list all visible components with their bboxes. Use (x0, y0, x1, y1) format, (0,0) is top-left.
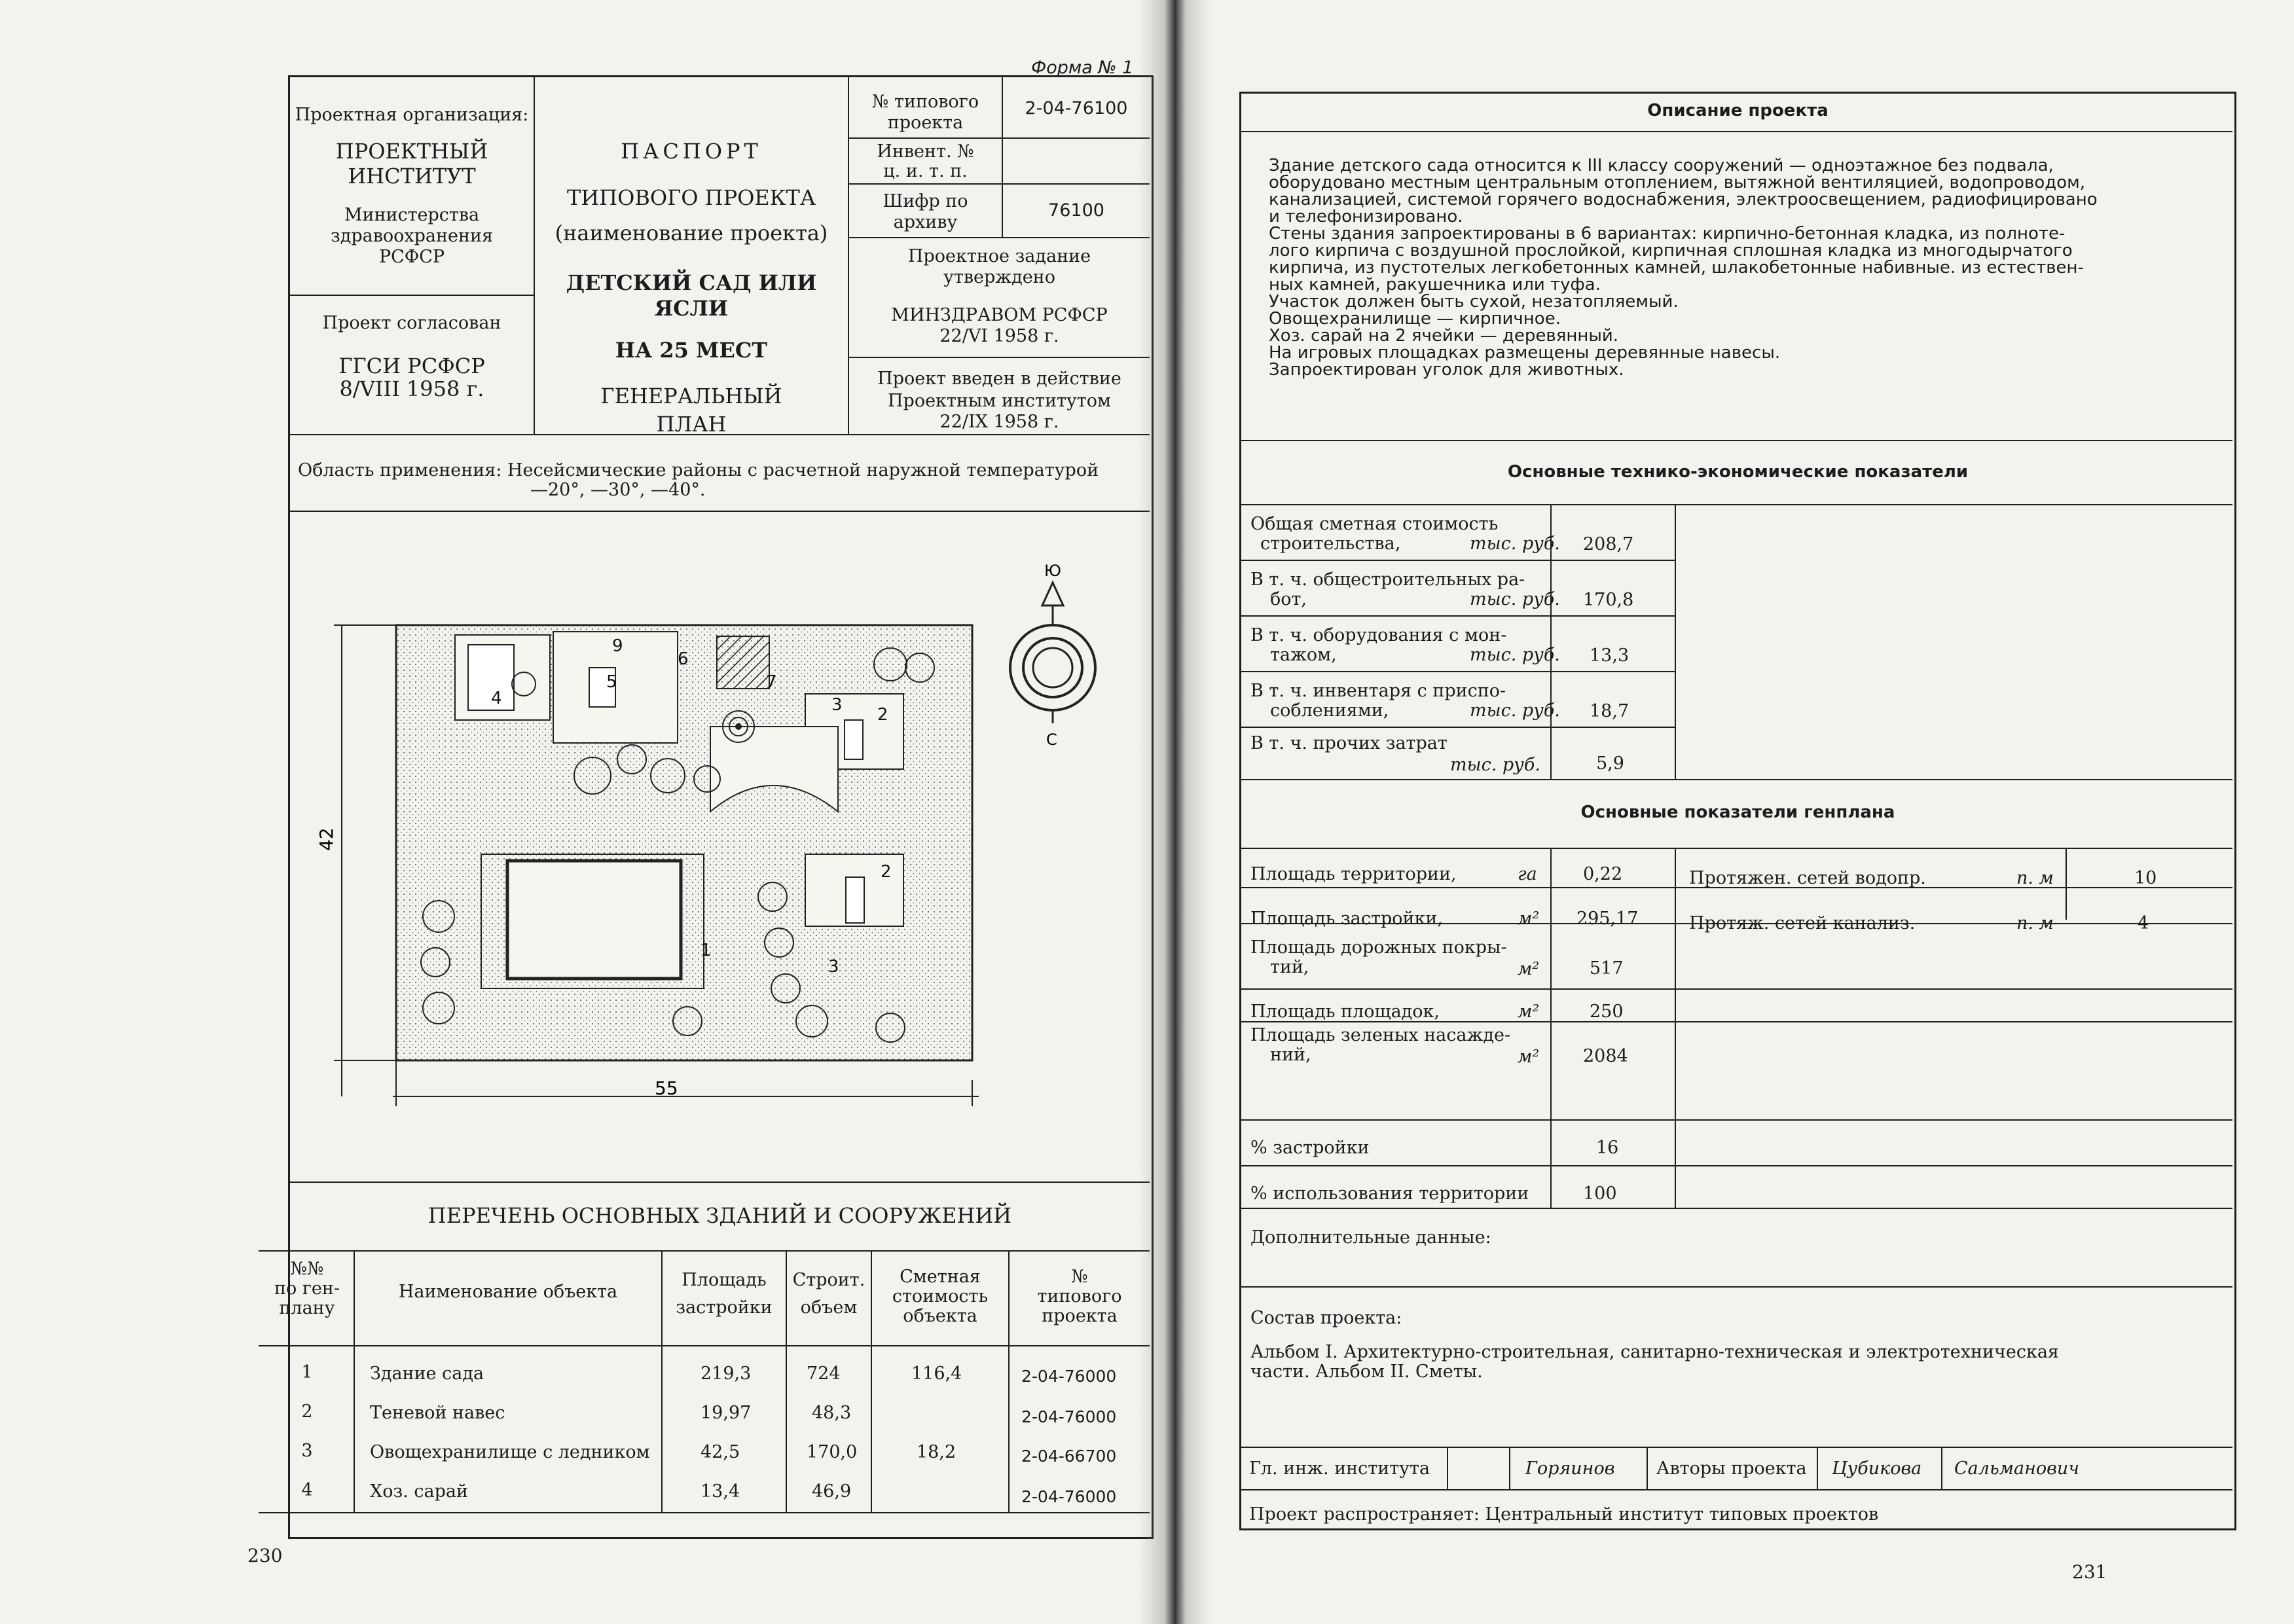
table-row-4-typeno: 2-04-76000 (1021, 1487, 1117, 1506)
sign-top-line (1241, 1447, 2232, 1448)
sign-col-3 (1647, 1447, 1648, 1489)
gen-row-4-unit: м² (1518, 1001, 1540, 1022)
scope-line2: —20°, —30°, —40°. (530, 480, 706, 500)
gen-row-2-value: 295,17 (1576, 909, 1639, 929)
gen-col-1 (1550, 848, 1552, 1208)
tep-row-line-4 (1241, 727, 1675, 728)
inventory-label-2: ц. и. т. п. (883, 161, 968, 181)
desc-line-11: Хоз. сарай на 2 ячейки — деревянный. (1269, 326, 1619, 346)
title-capacity: НА 25 МЕСТ (615, 338, 768, 363)
task-line4: 22/VI 1958 г. (939, 326, 1059, 346)
network-water-label: Протяжен. сетей водопр. (1689, 868, 1926, 888)
desc-line-13: Запроектирован уголок для животных. (1269, 360, 1624, 380)
genplan-title-line (1241, 848, 2232, 849)
site-plan-drawing (314, 563, 1113, 1119)
meta-row-line-1 (849, 137, 1150, 139)
network-water-value: 10 (2134, 868, 2157, 888)
description-title-line (1241, 131, 2232, 132)
gen-row-line-5 (1241, 1119, 2232, 1121)
author-1-name: Цубикова (1832, 1458, 1922, 1479)
org-divider (290, 295, 534, 296)
plan-label-3a: 3 (831, 695, 843, 715)
composition-line2: части. Альбом II. Сметы. (1250, 1362, 1483, 1382)
th-volume-2: объем (800, 1297, 858, 1318)
th-typeno-1: № (1071, 1267, 1088, 1287)
table-row-2-typeno: 2-04-76000 (1021, 1407, 1117, 1426)
th-typeno-2: типового (1037, 1286, 1122, 1307)
desc-line-6: лого кирпича с воздушной прослойкой, кирпичная сплошная кладка из многодырчатого (1269, 241, 2073, 261)
gen-row-3-label: Площадь дорожных покры- (1250, 937, 1507, 958)
task-line1: Проектное задание (907, 246, 1091, 266)
dim-height-label: 42 (316, 827, 337, 851)
table-row-1-area: 219,3 (701, 1363, 752, 1384)
plan-label-7: 7 (766, 672, 777, 692)
title-type-project: ТИПОВОГО ПРОЕКТА (566, 185, 816, 210)
table-row-4-num: 4 (301, 1480, 313, 1500)
activation-line1: Проект введен в действие (877, 369, 1121, 389)
plan-bottom (290, 1182, 1150, 1183)
tep-row-5-unit: тыс. руб. (1450, 755, 1540, 775)
description-text (1269, 157, 2208, 378)
tep-row-4-label2: соблениями, (1270, 700, 1389, 721)
task-line2: утверждено (943, 267, 1055, 287)
sign-col-2 (1509, 1447, 1510, 1489)
agreed-line2: 8/VIII 1958 г. (339, 376, 484, 401)
header-divider-1 (534, 77, 535, 434)
th-cost-2: стоимость (892, 1286, 989, 1307)
gen-row-5-label: Площадь зеленых насажде- (1250, 1025, 1511, 1045)
page-number-right: 231 (2072, 1561, 2107, 1583)
author-2-name: Сальманович (1954, 1458, 2080, 1479)
gen-row-7-label: % использования территории (1250, 1183, 1529, 1204)
table-row-2-area: 19,97 (701, 1403, 752, 1423)
table-row-2-num: 2 (301, 1401, 313, 1422)
title-passport: ПАСПОРТ (621, 139, 762, 164)
gen-row-6-label: % застройки (1250, 1138, 1370, 1158)
th-name: Наименование объекта (398, 1282, 618, 1302)
table-header-bottom (259, 1345, 1150, 1346)
gen-row-5-unit: м² (1518, 1047, 1540, 1067)
desc-line-10: Овощехранилище — кирпичное. (1269, 309, 1561, 329)
org-label: Проектная организация: (295, 105, 529, 125)
table-row-1-cost: 116,4 (911, 1363, 962, 1384)
tep-row-1-value: 208,7 (1583, 534, 1634, 554)
tep-row-1-label: Общая сметная стоимость (1250, 514, 1499, 534)
plan-label-3b: 3 (828, 957, 839, 977)
plan-label-4: 4 (491, 689, 502, 708)
composition-line1: Альбом I. Архитектурно-строительная, санитарно-техническая и электротехническая (1250, 1342, 2059, 1362)
task-line3: МИНЗДРАВОМ РСФСР (891, 305, 1108, 325)
th-area-2: застройки (676, 1297, 773, 1318)
table-row-1-name: Здание сада (370, 1363, 484, 1384)
tep-row-4-value: 18,7 (1590, 701, 1629, 721)
gen-row-7-value: 100 (1583, 1183, 1617, 1204)
tep-row-1-unit: тыс. руб. (1470, 533, 1560, 554)
table-row-1-num: 1 (301, 1362, 313, 1382)
gen-row-5-label2: ний, (1270, 1045, 1311, 1065)
tep-bottom-line (1241, 779, 2232, 780)
plan-label-1: 1 (701, 941, 712, 960)
page-number-left: 230 (247, 1545, 283, 1566)
compass-icon (1010, 563, 1095, 749)
network-sewer-value: 4 (2138, 913, 2149, 933)
scope-bottom (290, 511, 1150, 512)
tep-row-line-2 (1241, 615, 1675, 617)
table-row-3-volume: 170,0 (807, 1442, 858, 1462)
book-spine-shadow (1139, 0, 1211, 1624)
plan-label-6: 6 (678, 649, 689, 669)
gen-row-1-unit: га (1518, 864, 1537, 884)
tep-row-5-label: В т. ч. прочих затрат (1250, 733, 1447, 753)
archive-value: 76100 (1048, 200, 1104, 221)
tep-row-2-value: 170,8 (1583, 590, 1634, 610)
type-no-value: 2-04-76100 (1025, 98, 1128, 118)
org-name-line1: ПРОЕКТНЫЙ (335, 139, 488, 164)
table-row-3-name: Овощехранилище с ледником (370, 1442, 650, 1462)
distributor-text: Проект распространяет: Центральный институт типовых проектов (1249, 1504, 1879, 1525)
chief-engineer-name: Горяинов (1525, 1458, 1615, 1479)
tep-row-2-label: В т. ч. общестроительных ра- (1250, 569, 1525, 590)
th-num-2: по ген- (274, 1278, 340, 1299)
sign-bottom-line (1241, 1489, 2232, 1490)
gen-row-3-value: 517 (1590, 958, 1624, 979)
plan-label-9: 9 (612, 636, 623, 656)
chief-engineer-label: Гл. инж. института (1249, 1458, 1430, 1479)
table-row-4-area: 13,4 (701, 1481, 740, 1502)
desc-line-4: и телефонизировано. (1269, 207, 1463, 226)
gen-row-6-value: 16 (1596, 1138, 1619, 1158)
tep-row-line-3 (1241, 671, 1675, 672)
sign-col-1 (1447, 1447, 1448, 1489)
title-plan: ПЛАН (656, 412, 727, 437)
th-cost-3: объекта (903, 1306, 977, 1326)
gen-col-3 (2066, 848, 2067, 920)
right-page (1172, 0, 2294, 1624)
table-row-2-name: Теневой навес (370, 1403, 505, 1423)
title-note: (наименование проекта) (555, 221, 828, 245)
tep-row-2-label2: бот, (1270, 589, 1307, 609)
tep-col-2 (1675, 504, 1676, 779)
table-row-4-volume: 46,9 (812, 1481, 852, 1502)
table-row-3-typeno: 2-04-66700 (1021, 1447, 1117, 1466)
table-bottom (259, 1512, 1150, 1513)
sign-col-4 (1817, 1447, 1818, 1489)
tep-row-1-label2: строительства, (1260, 533, 1401, 554)
activation-line3: 22/IX 1958 г. (939, 412, 1059, 432)
extra-bottom-line (1241, 1286, 2232, 1288)
table-row-1-volume: 724 (807, 1363, 841, 1384)
table-row-1-typeno: 2-04-76000 (1021, 1367, 1117, 1386)
network-sewer-unit: п. м (2016, 913, 2054, 933)
meta-row-line-4 (849, 357, 1150, 358)
meta-row-line-2 (849, 183, 1150, 185)
gen-row-3-unit: м² (1518, 959, 1540, 979)
org-ministry-line1: Министерства (344, 205, 480, 225)
scope-line1: Область применения: Несейсмические районы с расчетной наружной температурой (298, 460, 1099, 480)
desc-line-9: Участок должен быть сухой, незатопляемый. (1269, 292, 1679, 312)
th-area-1: Площадь (682, 1270, 767, 1290)
desc-line-1: Здание детского сада относится к III классу сооружений — одноэтажное без подвала, (1269, 156, 2054, 175)
gen-row-1-label: Площадь территории, (1250, 864, 1457, 884)
dim-width-label: 55 (655, 1077, 678, 1099)
gen-row-4-value: 250 (1590, 1001, 1624, 1022)
gen-row-2-label: Площадь застройки, (1250, 909, 1443, 929)
org-ministry-line2: здравоохранения (330, 226, 494, 246)
plan-label-2a: 2 (877, 705, 888, 725)
gen-row-5-value: 2084 (1583, 1046, 1628, 1066)
tep-title-line (1241, 504, 2232, 505)
genplan-title: Основные показатели генплана (1580, 803, 1895, 822)
composition-label: Состав проекта: (1250, 1308, 1402, 1328)
th-cost-1: Сметная (900, 1267, 981, 1287)
gen-col-2 (1675, 848, 1676, 1208)
authors-label: Авторы проекта (1656, 1458, 1807, 1479)
gen-row-1-value: 0,22 (1583, 864, 1623, 884)
plan-label-5: 5 (606, 672, 617, 692)
desc-line-5: Стены здания запроектированы в 6 вариантах: кирпично-бетонная кладка, из полноте- (1269, 224, 2066, 244)
desc-line-12: На игровых площадках размещены деревянные навесы. (1269, 343, 1781, 363)
network-sewer-label: Протяж. сетей канализ. (1689, 913, 1916, 933)
gen-row-2-unit: м² (1518, 909, 1540, 929)
tep-row-2-unit: тыс. руб. (1470, 589, 1560, 609)
desc-line-3: канализацией, системой горячего водоснабжения, электроосвещением, радиофицировано (1269, 190, 2098, 209)
tep-row-3-value: 13,3 (1590, 645, 1629, 666)
tep-title: Основные технико-экономические показатели (1507, 462, 1969, 482)
tep-row-4-label: В т. ч. инвентаря с приспо- (1250, 681, 1506, 701)
buildings-list-title: ПЕРЕЧЕНЬ ОСНОВНЫХ ЗДАНИЙ И СООРУЖЕНИЙ (428, 1203, 1012, 1228)
th-num-1: №№ (290, 1259, 324, 1279)
table-row-2-volume: 48,3 (812, 1403, 852, 1423)
table-row-3-cost: 18,2 (917, 1442, 956, 1462)
table-top (259, 1250, 1150, 1252)
desc-line-2: оборудовано местным центральным отоплением, вытяжной вентиляцией, водопроводом, (1269, 173, 2086, 192)
compass-north: С (1046, 731, 1057, 749)
desc-line-8: ных камней, ракушечника или туфа. (1269, 275, 1601, 295)
meta-row-line-3 (849, 237, 1150, 238)
archive-label-2: архиву (893, 212, 958, 232)
extra-data-label: Дополнительные данные: (1250, 1227, 1491, 1248)
th-volume-1: Строит. (792, 1270, 865, 1290)
compass-south: Ю (1044, 563, 1061, 580)
gen-bottom-line (1241, 1208, 2232, 1209)
description-title: Описание проекта (1647, 101, 1829, 120)
gen-row-3-label2: тий, (1270, 957, 1309, 977)
archive-label-1: Шифр по (883, 191, 968, 211)
tep-row-4-unit: тыс. руб. (1470, 700, 1560, 721)
org-name-line2: ИНСТИТУТ (348, 164, 476, 189)
type-no-label-2: проекта (887, 113, 964, 133)
org-ministry-line3: РСФСР (378, 247, 445, 267)
activation-line2: Проектным институтом (887, 391, 1111, 411)
title-nursery: ЯСЛИ (654, 296, 729, 321)
th-num-3: плану (279, 1298, 335, 1318)
th-typeno-3: проекта (1042, 1306, 1118, 1326)
tep-row-5-value: 5,9 (1596, 753, 1624, 774)
tep-row-line-1 (1241, 560, 1675, 561)
gen-row-4-label: Площадь площадок, (1250, 1001, 1440, 1022)
desc-line-7: кирпича, из пустотелых легкобетонных камней, шлакобетонные набивные. из естествен- (1269, 258, 2084, 278)
tep-row-3-unit: тыс. руб. (1470, 645, 1560, 665)
tep-row-3-label2: тажом, (1270, 645, 1337, 665)
gen-row-line-6 (1241, 1165, 2232, 1166)
agreed-label: Проект согласован (322, 313, 501, 333)
agreed-line1: ГГСИ РСФСР (338, 353, 485, 378)
desc-bottom-line (1241, 440, 2232, 441)
inventory-label-1: Инвент. № (877, 141, 974, 162)
form-label: Форма № 1 (1031, 58, 1134, 78)
network-water-unit: п. м (2016, 868, 2054, 888)
table-row-3-num: 3 (301, 1441, 313, 1461)
title-general: ГЕНЕРАЛЬНЫЙ (600, 384, 782, 408)
sign-col-5 (1941, 1447, 1942, 1489)
gen-row-line-3 (1241, 988, 2232, 990)
type-no-label-1: № типового (871, 92, 979, 112)
table-row-3-area: 42,5 (701, 1442, 740, 1462)
title-kindergarten: ДЕТСКИЙ САД ИЛИ (566, 270, 817, 295)
tep-row-3-label: В т. ч. оборудования с мон- (1250, 625, 1507, 645)
table-row-4-name: Хоз. сарай (370, 1481, 468, 1502)
plan-label-2b: 2 (881, 862, 892, 882)
